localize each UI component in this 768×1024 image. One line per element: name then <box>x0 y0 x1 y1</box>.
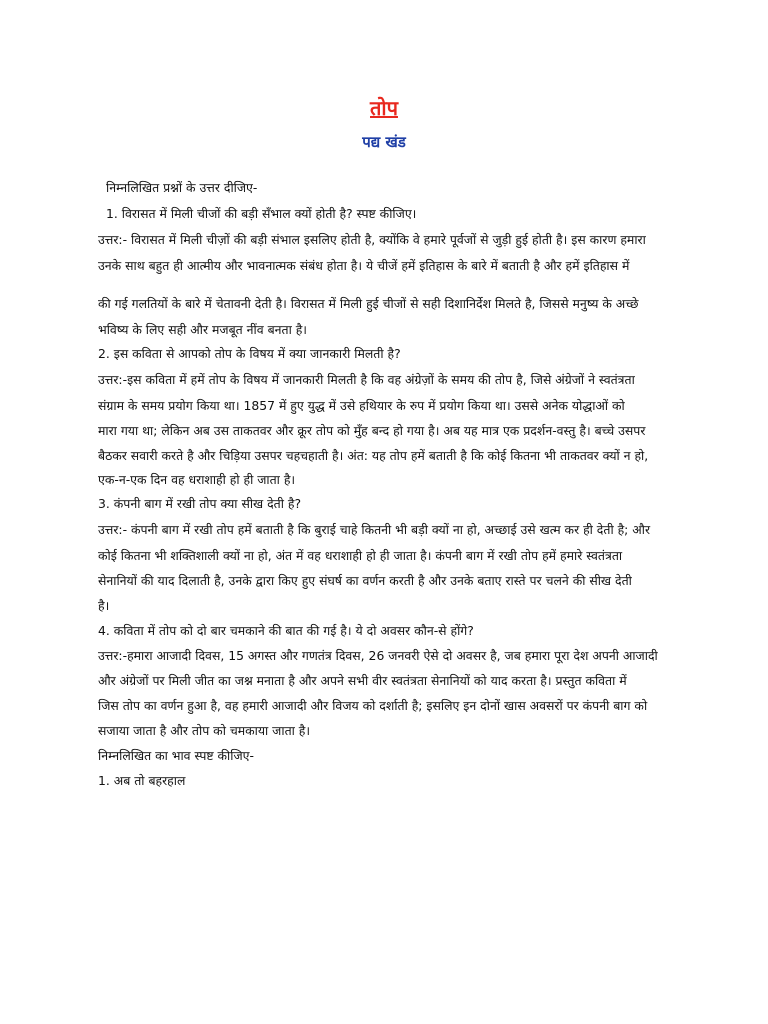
answer-3-line-1: उत्तर:- कंपनी बाग में रखी तोप हमें बताती है कि बुराई चाहे कितनी भी बड़ी क्यों ना हो, अच्छाई उसे खत्म कर ही देती है; और <box>98 522 651 537</box>
answer-1-line-4: भविष्य के लिए सही और मजबूत नींव बनता है। <box>98 322 308 337</box>
answer-2-line-1: उत्तर:-इस कविता में हमें तोप के विषय में जानकारी मिलती है कि वह अंग्रेज़ों के समय की तोप है, जिसे अंग्रेजों ने स्वतंत्रता <box>98 372 635 387</box>
answer-4-line-3: जिस तोप का वर्णन हुआ है, वह हमारी आजादी और विजय को दर्शाती है; इसलिए इन दोनों खास अवसरों पर कंपनी बाग को <box>98 698 648 713</box>
question-2: 2. इस कविता से आपको तोप के विषय में क्या जानकारी मिलती है? <box>98 346 401 361</box>
answer-1-line-2: उनके साथ बहुत ही आत्मीय और भावनात्मक संबंध होता है। ये चीजें हमें इतिहास के बारे में बताती है और हमें इतिहास में <box>98 258 630 273</box>
section-subtitle: पद्य खंड <box>362 133 406 151</box>
explain-heading: निम्नलिखित का भाव स्पष्ट कीजिए- <box>98 748 254 763</box>
instruction-line: निम्नलिखित प्रश्नों के उत्तर दीजिए- <box>106 180 258 195</box>
answer-1-line-3: की गई गलतियों के बारे में चेतावनी देती है। विरासत में मिली हुई चीजों से सही दिशानिर्देश मिलते है, जिससे मनुष्य के अच्छे <box>98 296 639 311</box>
question-3: 3. कंपनी बाग में रखी तोप क्या सीख देती है? <box>98 496 302 511</box>
question-4: 4. कविता में तोप को दो बार चमकाने की बात की गई है। ये दो अवसर कौन-से होंगे? <box>98 623 474 638</box>
answer-2-line-3: मारा गया था; लेकिन अब उस ताकतवर और क्रूर तोप को मुँह बन्द हो गया है। अब यह मात्र एक प्रदर्शन-वस्तु है। बच्चे उसपर <box>98 423 646 438</box>
answer-4-line-2: और अंग्रेजों पर मिली जीत का जश्न मनाता है और अपने सभी वीर स्वतंत्रता सेनानियों को याद करता है। प्रस्तुत कविता में <box>98 673 627 688</box>
answer-4-line-4: सजाया जाता है और तोप को चमकाया जाता है। <box>98 723 311 738</box>
page-title: तोप <box>370 96 398 120</box>
answer-4-line-1: उत्तर:-हमारा आजादी दिवस, 15 अगस्त और गणतंत्र दिवस, 26 जनवरी ऐसे दो अवसर है, जब हमारा पूरा देश अपनी आजादी <box>98 648 658 663</box>
answer-3-line-2: कोई कितना भी शक्तिशाली क्यों ना हो, अंत में वह धराशाही हो ही जाता है। कंपनी बाग में रखी तोप हमें हमारे स्वतंत्रता <box>98 548 623 563</box>
answer-3-line-3: सेनानियों की याद दिलाती है, उनके द्वारा किए हुए संघर्ष का वर्णन करती है और उनके बताए रास्ते पर चलने की सीख देती <box>98 573 632 588</box>
answer-1-line-1: उत्तर:- विरासत में मिली चीज़ों की बड़ी संभाल इसलिए होती है, क्योंकि वे हमारे पूर्वजों से जुड़ी हुई होती है। इस कारण हमारा <box>98 232 646 247</box>
answer-2-line-5: एक-न-एक दिन वह धराशाही हो ही जाता है। <box>98 472 296 487</box>
answer-2-line-4: बैठकर सवारी करते है और चिड़िया उसपर चहचहाती है। अंत: यह तोप हमें बताती है कि कोई कितना भी ताकतवर क्यों न हो, <box>98 448 649 463</box>
question-1: 1. विरासत में मिली चीजों की बड़ी सँभाल क्यों होती है? स्पष्ट कीजिए। <box>106 206 417 221</box>
answer-2-line-2: संग्राम के समय प्रयोग किया था। 1857 में हुए युद्ध में उसे हथियार के रुप में प्रयोग किया था। उससे अनेक योद्धाओं को <box>98 398 625 413</box>
explain-item-1: 1. अब तो बहरहाल <box>98 773 186 788</box>
answer-3-line-4: है। <box>98 598 110 613</box>
